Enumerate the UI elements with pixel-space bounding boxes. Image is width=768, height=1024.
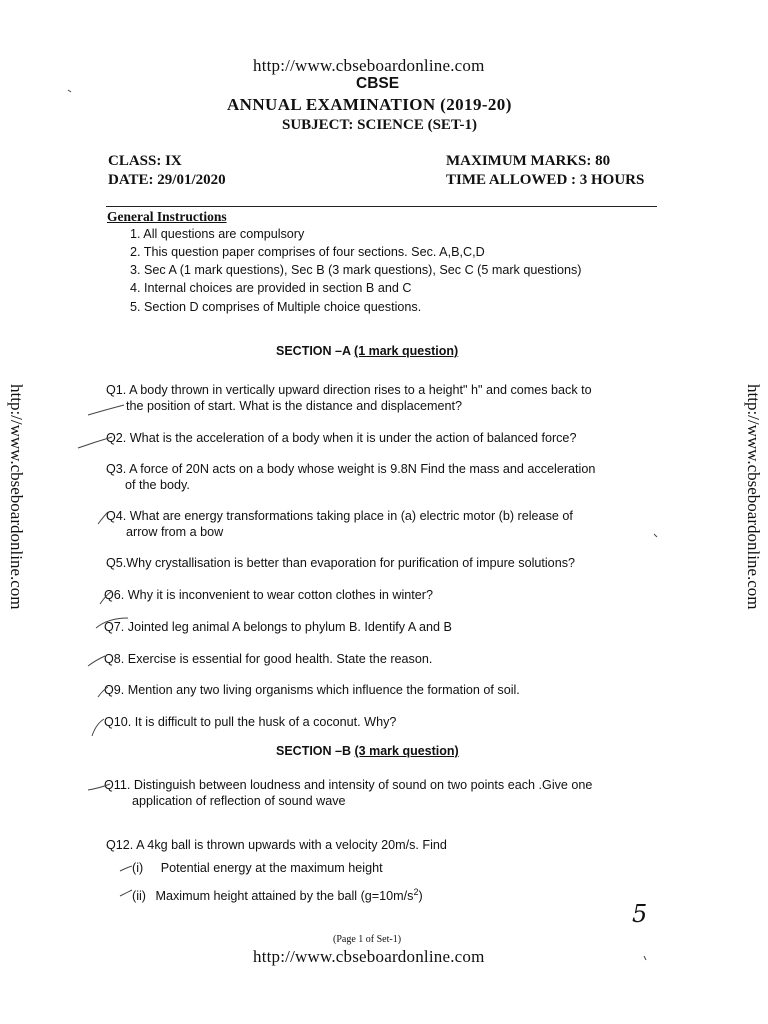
section-a-marks: (1 mark question) <box>354 344 459 358</box>
question-text: Q3. A force of 20N acts on a body whose weight is 9.8N Find the mass and acceleration <box>106 462 596 476</box>
question-8: Q8. Exercise is essential for good health. State the reason. <box>104 652 433 666</box>
class-label: CLASS: IX <box>108 153 182 169</box>
part-superscript: 2 <box>413 887 419 897</box>
part-text: Maximum height attained by the ball (g=10m/s <box>155 889 414 904</box>
part-number: (ii) <box>132 889 146 904</box>
question-2: Q2. What is the acceleration of a body when it is under the action of balanced force? <box>106 431 577 445</box>
header-url: http://www.cbseboardonline.com <box>253 56 485 75</box>
part-text: Potential energy at the maximum height <box>160 861 383 875</box>
left-side-watermark: http://www.cbseboardonline.com <box>7 384 26 610</box>
exam-title: ANNUAL EXAMINATION (2019-20) <box>227 95 512 114</box>
part-text-end: ) <box>418 889 423 904</box>
question-7: Q7. Jointed leg animal A belongs to phylum B. Identify A and B <box>104 620 452 634</box>
instruction-item: 2. This question paper comprises of four sections. Sec. A,B,C,D <box>130 245 485 259</box>
question-text-continued: application of reflection of sound wave <box>132 794 346 808</box>
question-text-continued: of the body. <box>125 478 190 492</box>
max-marks-label: MAXIMUM MARKS: 80 <box>446 153 611 169</box>
board-name: CBSE <box>356 75 400 92</box>
question-text: Q4. What are energy transformations taking place in (a) electric motor (b) release of <box>106 509 573 523</box>
instruction-item: 5. Section D comprises of Multiple choice questions. <box>130 300 422 314</box>
instruction-item: 3. Sec A (1 mark questions), Sec B (3 mark questions), Sec C (5 mark questions) <box>130 263 582 277</box>
instruction-item: 4. Internal choices are provided in section B and C <box>130 281 412 295</box>
time-allowed-label: TIME ALLOWED : 3 HOURS <box>446 172 645 188</box>
question-text-continued: arrow from a bow <box>126 525 224 539</box>
section-b-label: SECTION –B <box>276 744 355 758</box>
page-number: (Page 1 of Set-1) <box>333 934 402 945</box>
question-text: Q11. Distinguish between loudness and intensity of sound on two points each .Give one <box>104 778 593 792</box>
question-text: Q1. A body thrown in vertically upward direction rises to a height" h" and comes back to <box>106 383 592 397</box>
subject-title: SUBJECT: SCIENCE (SET-1) <box>282 117 478 133</box>
date-label: DATE: 29/01/2020 <box>108 172 226 188</box>
question-6: Q6. Why it is inconvenient to wear cotton clothes in winter? <box>104 588 433 602</box>
part-number: (i) <box>132 861 144 875</box>
section-b-marks: (3 mark question) <box>354 744 459 758</box>
question-text-continued: the position of start. What is the distance and displacement? <box>126 399 463 413</box>
footer-url: http://www.cbseboardonline.com <box>253 947 485 966</box>
right-side-watermark: http://www.cbseboardonline.com <box>744 384 763 610</box>
question-5: Q5.Why crystallisation is better than evaporation for purification of impure solutions? <box>106 556 575 570</box>
handwritten-score-mark: 5 <box>632 900 648 928</box>
instructions-heading: General Instructions <box>107 209 227 224</box>
question-12: Q12. A 4kg ball is thrown upwards with a velocity 20m/s. Find <box>106 838 447 852</box>
instruction-item: 1. All questions are compulsory <box>130 227 305 241</box>
question-10: Q10. It is difficult to pull the husk of a coconut. Why? <box>104 715 397 729</box>
section-a-label: SECTION –A <box>276 344 355 358</box>
question-9: Q9. Mention any two living organisms which influence the formation of soil. <box>104 683 520 697</box>
